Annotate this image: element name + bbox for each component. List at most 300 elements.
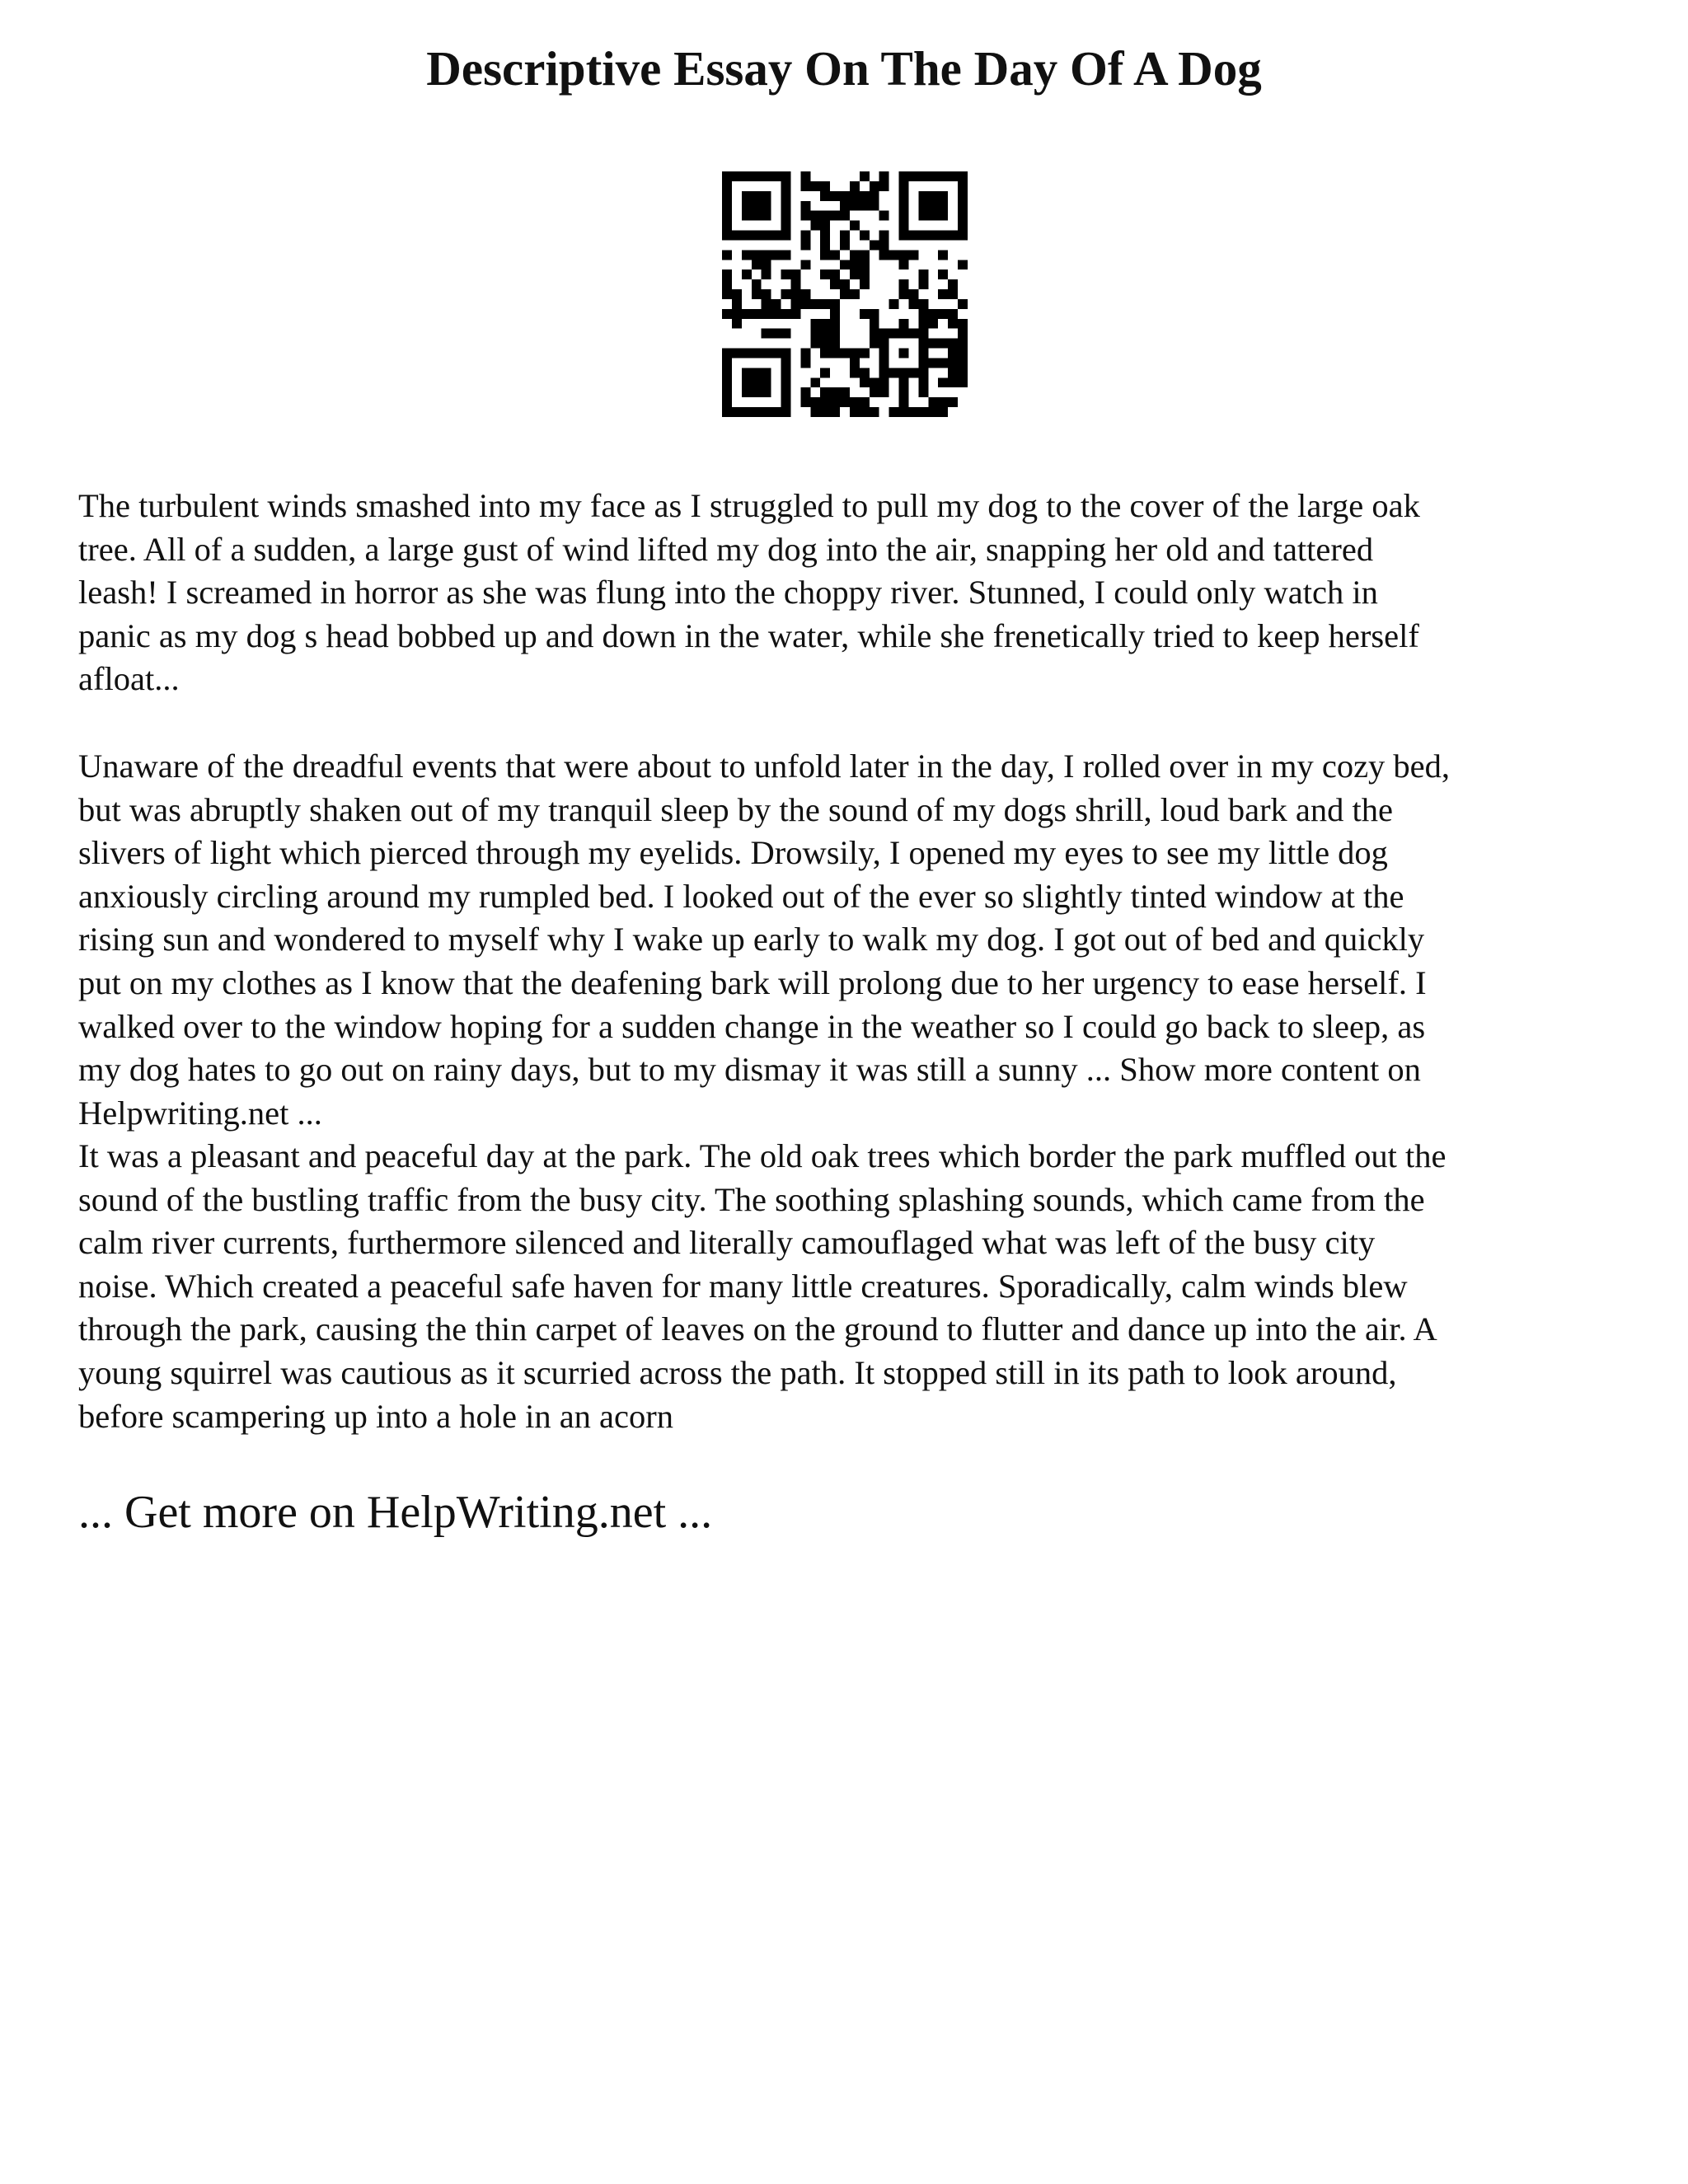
qr-module [800, 171, 810, 181]
qr-module [752, 349, 762, 359]
qr-module [742, 211, 752, 221]
qr-code-graphic [722, 171, 968, 417]
qr-module [908, 299, 918, 309]
qr-module [800, 211, 810, 221]
qr-module [928, 358, 938, 368]
qr-module [762, 191, 771, 201]
qr-module [958, 329, 968, 339]
qr-module [830, 250, 840, 260]
qr-module [752, 191, 762, 201]
qr-module [938, 358, 948, 368]
qr-module [840, 397, 850, 407]
qr-module [820, 221, 830, 231]
qr-module [840, 231, 850, 241]
qr-module [820, 387, 830, 397]
qr-module [938, 211, 948, 221]
qr-module [752, 387, 762, 397]
qr-module [781, 269, 791, 279]
qr-module [742, 349, 752, 359]
qr-module [958, 181, 968, 191]
qr-module [752, 260, 762, 269]
essay-paragraph-2: Unaware of the dreadful events that were about to unfold later in the day, I rolled over in my cozy bed, but was abruptly shaken out of my tranquil sleep by the sound of my dogs shrill, loud bark and the slivers of light which pierced through my eyelids. Drowsily, I opened my eyes to see my little dog anxiously circling around my rumpled bed. I looked out of the ever so slightly tinted window at the rising sun and wondered to myself why I wake up early to walk my dog. I got out of bed and quickly put on my clothes as I know that the deafening bark will prolong due to her urgency to ease herself. I walked over to the window hoping for a sudden change in the weather so I could go back to sleep, as my dog hates to go out on rainy days, but to my dismay it was still a sunny ... Show more content on Helpwriting.net ... [78, 748, 1451, 1132]
qr-module [742, 377, 752, 387]
qr-module [752, 368, 762, 377]
qr-module [781, 309, 791, 319]
qr-module [781, 231, 791, 241]
qr-module [800, 387, 810, 397]
qr-module [732, 309, 742, 319]
qr-module [958, 299, 968, 309]
qr-module [958, 349, 968, 359]
qr-module [820, 231, 830, 241]
qr-module [722, 309, 732, 319]
qr-module [879, 358, 889, 368]
qr-module [830, 407, 840, 417]
qr-module [810, 181, 820, 191]
qr-module [918, 387, 928, 397]
qr-module [928, 201, 938, 211]
qr-module [948, 368, 958, 377]
qr-module [860, 407, 870, 417]
qr-module [742, 309, 752, 319]
qr-module [762, 171, 771, 181]
qr-module [830, 211, 840, 221]
qr-module [850, 191, 860, 201]
qr-module [781, 377, 791, 387]
qr-module [889, 368, 899, 377]
qr-module [889, 407, 899, 417]
qr-module [722, 181, 732, 191]
qr-module [948, 289, 958, 299]
qr-module [870, 329, 879, 339]
qr-module [860, 250, 870, 260]
qr-module [870, 201, 879, 211]
qr-module [899, 211, 909, 221]
qr-module [820, 319, 830, 329]
qr-module [742, 191, 752, 201]
qr-module [840, 260, 850, 269]
qr-module [722, 368, 732, 377]
qr-module [830, 387, 840, 397]
qr-module [958, 377, 968, 387]
qr-module [840, 201, 850, 211]
qr-module [958, 171, 968, 181]
qr-module [722, 407, 732, 417]
qr-module [899, 260, 909, 269]
qr-module [810, 397, 820, 407]
qr-module [722, 211, 732, 221]
qr-module [899, 289, 909, 299]
qr-module [840, 387, 850, 397]
qr-module [830, 329, 840, 339]
qr-module [860, 191, 870, 201]
qr-module [752, 171, 762, 181]
qr-module [800, 397, 810, 407]
qr-module [899, 171, 909, 181]
qr-module [908, 289, 918, 299]
qr-module [899, 397, 909, 407]
qr-module [742, 387, 752, 397]
qr-module [752, 231, 762, 241]
qr-module [800, 231, 810, 241]
qr-module [810, 407, 820, 417]
qr-module [958, 211, 968, 221]
qr-module [938, 289, 948, 299]
qr-module [850, 407, 860, 417]
qr-module [860, 171, 870, 181]
qr-module [722, 221, 732, 231]
qr-module [752, 309, 762, 319]
qr-module [722, 191, 732, 201]
qr-module [860, 309, 870, 319]
qr-module [918, 201, 928, 211]
qr-module [762, 260, 771, 269]
qr-module [732, 231, 742, 241]
qr-module [938, 397, 948, 407]
qr-module [781, 289, 791, 299]
qr-module [722, 289, 732, 299]
qr-module [948, 349, 958, 359]
qr-module [820, 299, 830, 309]
qr-module [800, 181, 810, 191]
qr-module [762, 299, 771, 309]
qr-module [820, 407, 830, 417]
qr-module [810, 221, 820, 231]
qr-module [820, 250, 830, 260]
qr-module [938, 171, 948, 181]
qr-module [732, 289, 742, 299]
qr-module [870, 309, 879, 319]
qr-module [840, 289, 850, 299]
qr-module [742, 231, 752, 241]
qr-module [752, 201, 762, 211]
qr-module [879, 349, 889, 359]
qr-module [928, 231, 938, 241]
qr-module [870, 181, 879, 191]
qr-module [742, 407, 752, 417]
qr-module [752, 250, 762, 260]
qr-module [918, 231, 928, 241]
qr-module [752, 407, 762, 417]
qr-module [899, 319, 909, 329]
qr-module [899, 201, 909, 211]
qr-module [790, 269, 800, 279]
qr-module [800, 289, 810, 299]
qr-module [722, 269, 732, 279]
qr-module [810, 377, 820, 387]
qr-module [820, 329, 830, 339]
qr-module [889, 250, 899, 260]
qr-module [918, 368, 928, 377]
qr-module [938, 231, 948, 241]
qr-module [928, 339, 938, 349]
qr-module [820, 349, 830, 359]
qr-module [860, 368, 870, 377]
qr-module [928, 407, 938, 417]
qr-module [781, 387, 791, 397]
qr-module [742, 250, 752, 260]
qr-module [870, 377, 879, 387]
qr-module [722, 387, 732, 397]
qr-module [800, 299, 810, 309]
qr-module [781, 181, 791, 191]
qr-module [958, 201, 968, 211]
qr-module [820, 368, 830, 377]
qr-module [762, 349, 771, 359]
qr-module [948, 171, 958, 181]
qr-module [918, 309, 928, 319]
qr-module [781, 201, 791, 211]
qr-module [958, 260, 968, 269]
qr-module [850, 289, 860, 299]
qr-module [948, 377, 958, 387]
qr-module [742, 269, 752, 279]
qr-module [820, 191, 830, 201]
qr-module [732, 319, 742, 329]
qr-module [908, 407, 918, 417]
qr-module [781, 349, 791, 359]
qr-module [762, 368, 771, 377]
qr-module [879, 171, 889, 181]
qr-module [790, 289, 800, 299]
qr-module [958, 231, 968, 241]
qr-module [820, 339, 830, 349]
qr-module [918, 377, 928, 387]
qr-module [781, 191, 791, 201]
qr-module [899, 279, 909, 289]
qr-module [790, 279, 800, 289]
qr-module [810, 319, 820, 329]
qr-module [918, 171, 928, 181]
qr-module [918, 329, 928, 339]
qr-module [840, 191, 850, 201]
qr-module [918, 407, 928, 417]
qr-module [820, 397, 830, 407]
qr-module [879, 329, 889, 339]
qr-module [840, 240, 850, 250]
qr-module [870, 407, 879, 417]
qr-module [918, 299, 928, 309]
qr-module [918, 349, 928, 359]
qr-module [879, 181, 889, 191]
qr-module [879, 240, 889, 250]
qr-module [781, 407, 791, 417]
qr-module [830, 349, 840, 359]
get-more-link[interactable]: ... Get more on HelpWriting.net ... [78, 1487, 713, 1538]
qr-module [908, 368, 918, 377]
qr-module [810, 211, 820, 221]
qr-module [762, 250, 771, 260]
qr-module [771, 299, 781, 309]
qr-module [889, 299, 899, 309]
qr-module [850, 221, 860, 231]
qr-module [850, 201, 860, 211]
qr-module [860, 201, 870, 211]
qr-module [850, 181, 860, 191]
qr-module [948, 279, 958, 289]
qr-module [879, 368, 889, 377]
qr-module [899, 221, 909, 231]
qr-module [928, 191, 938, 201]
qr-module [908, 329, 918, 339]
essay-paragraph-3: It was a pleasant and peaceful day at the park. The old oak trees which border the park muffled out the sound of the bustling traffic from the busy city. The soothing splashing sounds, which came from the calm river currents, furthermore silenced and literally camouflaged what was left of the busy city noise. Which created a peaceful safe haven for many little creatures. Sporadically, calm winds blew through the park, causing the thin carpet of leaves on the ground to flutter and dance up into the air. A young squirrel was cautious as it scurried across the path. It stopped still in its path to look around, before scampering up into a hole in an acorn [78, 1137, 1447, 1435]
qr-module [938, 250, 948, 260]
qr-module [762, 231, 771, 241]
qr-module [899, 231, 909, 241]
qr-module [928, 309, 938, 319]
qr-module [850, 358, 860, 368]
qr-module [790, 299, 800, 309]
qr-module [908, 250, 918, 260]
qr-module [820, 181, 830, 191]
qr-module [918, 211, 928, 221]
qr-module [732, 299, 742, 309]
qr-module [722, 397, 732, 407]
qr-module [742, 201, 752, 211]
qr-module [762, 407, 771, 417]
qr-module [771, 309, 781, 319]
qr-module [860, 260, 870, 269]
qr-module [762, 377, 771, 387]
qr-module [810, 339, 820, 349]
qr-module [762, 309, 771, 319]
page-title: Descriptive Essay On The Day Of A Dog [426, 41, 1262, 96]
qr-module [899, 387, 909, 397]
qr-module [938, 309, 948, 319]
qr-module [752, 211, 762, 221]
qr-module [771, 407, 781, 417]
qr-module [800, 240, 810, 250]
qr-module [800, 358, 810, 368]
qr-module [870, 387, 879, 397]
qr-module [918, 269, 928, 279]
qr-module [850, 260, 860, 269]
qr-module [830, 339, 840, 349]
qr-module [899, 377, 909, 387]
essay-paragraph-1: The turbulent winds smashed into my face as I struggled to pull my dog to the cover of the large oak tree. All of a sudden, a large gust of wind lifted my dog into the air, snapping her old and tattered leash! I screamed in horror as she was flung into the choppy river. Stunned, I could only watch in panic as my dog s head bobbed up and down in the water, while she frenetically tried to keep herself afloat... [78, 487, 1420, 698]
qr-module [850, 368, 860, 377]
qr-module [958, 319, 968, 329]
qr-module [762, 329, 771, 339]
qr-module [781, 329, 791, 339]
qr-module [830, 299, 840, 309]
qr-module [879, 339, 889, 349]
qr-module [850, 269, 860, 279]
qr-module [830, 319, 840, 329]
qr-module [781, 397, 791, 407]
qr-module [722, 279, 732, 289]
qr-module [860, 349, 870, 359]
qr-module [820, 240, 830, 250]
qr-module [830, 191, 840, 201]
qr-module [762, 387, 771, 397]
qr-module [918, 279, 928, 289]
qr-module [722, 377, 732, 387]
qr-module [958, 358, 968, 368]
qr-module [810, 299, 820, 309]
qr-module [908, 171, 918, 181]
qr-module [899, 407, 909, 417]
qr-module [948, 397, 958, 407]
qr-module [771, 171, 781, 181]
qr-module [860, 279, 870, 289]
qr-module [860, 377, 870, 387]
qr-module [938, 191, 948, 201]
qr-module [860, 231, 870, 241]
qr-module [830, 309, 840, 319]
qr-module [938, 377, 948, 387]
qr-module [732, 171, 742, 181]
qr-module [918, 319, 928, 329]
qr-module [899, 191, 909, 201]
qr-module [899, 349, 909, 359]
qr-module [879, 231, 889, 241]
qr-module [879, 377, 889, 387]
qr-module [958, 221, 968, 231]
qr-module [850, 250, 860, 260]
qr-module [948, 358, 958, 368]
qr-module [918, 358, 928, 368]
qr-module [800, 201, 810, 211]
qr-module [938, 269, 948, 279]
qr-module [732, 407, 742, 417]
qr-module [722, 358, 732, 368]
qr-module [908, 231, 918, 241]
qr-module [762, 289, 771, 299]
qr-module [830, 397, 840, 407]
qr-module [820, 211, 830, 221]
qr-module [800, 260, 810, 269]
qr-module [840, 279, 850, 289]
qr-module [948, 231, 958, 241]
qr-module [870, 319, 879, 329]
qr-module [722, 171, 732, 181]
qr-module [762, 211, 771, 221]
qr-module [899, 368, 909, 377]
qr-module [850, 397, 860, 407]
qr-module [928, 319, 938, 329]
qr-module [790, 309, 800, 319]
qr-module [752, 377, 762, 387]
qr-module [762, 201, 771, 211]
qr-module [762, 269, 771, 279]
qr-module [722, 201, 732, 211]
qr-module [752, 289, 762, 299]
qr-module [958, 368, 968, 377]
qr-module [722, 250, 732, 260]
qr-module [948, 319, 958, 329]
qr-module [918, 191, 928, 201]
qr-module [732, 349, 742, 359]
qr-module [860, 269, 870, 279]
qr-module [870, 191, 879, 201]
qr-module [928, 397, 938, 407]
qr-module [840, 349, 850, 359]
qr-module [742, 368, 752, 377]
qr-module [722, 349, 732, 359]
qr-module [860, 397, 870, 407]
qr-module [781, 250, 791, 260]
qr-module [830, 279, 840, 289]
qr-module [820, 269, 830, 279]
qr-module [722, 231, 732, 241]
qr-module [899, 329, 909, 339]
qr-module [870, 240, 879, 250]
qr-module [870, 339, 879, 349]
qr-module [781, 211, 791, 221]
qr-code-icon[interactable] [722, 171, 968, 417]
qr-module [928, 171, 938, 181]
